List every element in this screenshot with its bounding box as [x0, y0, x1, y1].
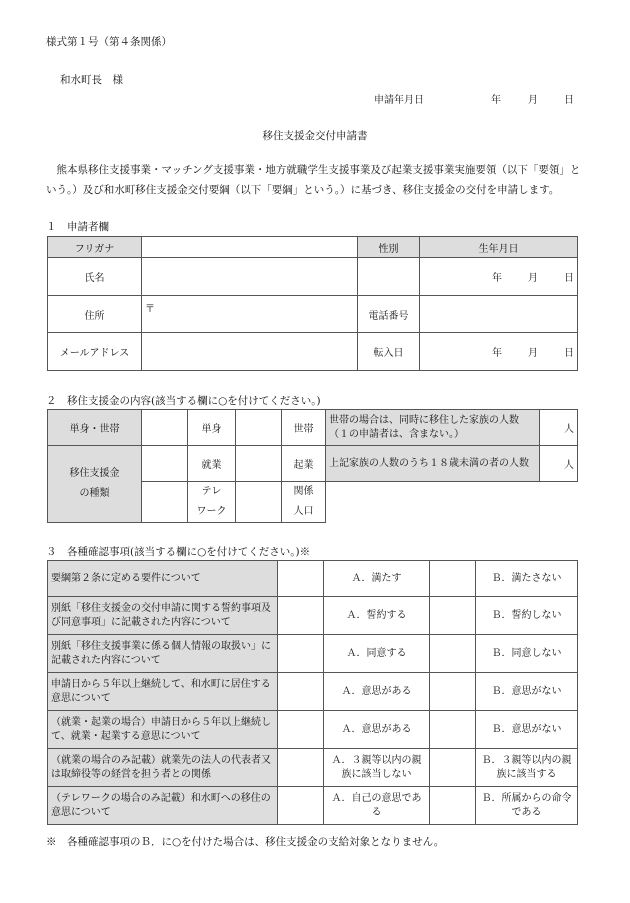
related-population-label — [282, 482, 326, 523]
confirmation-table — [47, 560, 578, 825]
option-b-label: Ｂ．同意しない — [476, 635, 578, 673]
single-check[interactable] — [236, 410, 282, 446]
email-label: メールアドレス — [48, 333, 142, 371]
address-label: 住所 — [48, 296, 142, 333]
application-date-label: 申請年月日 — [374, 95, 424, 106]
confirmation-row — [48, 673, 578, 711]
option-a-label: Ａ．満たす — [324, 561, 430, 597]
furigana-label: フリガナ — [48, 237, 142, 258]
section2-heading: ２ 移住支援金の内容(該当する欄に○を付けてください。) — [46, 395, 321, 407]
option-a-check[interactable] — [278, 673, 324, 711]
option-b-label: Ｂ．意思がない — [476, 711, 578, 749]
footnote: ※ 各種確認事項のＢ．に○を付けた場合は、移住支援金の支給対象となりません。 — [46, 836, 445, 848]
option-b-label: Ｂ．誓約しない — [476, 597, 578, 635]
confirmation-item: 申請日から５年以上継続して、和水町に居住する意思について — [48, 673, 278, 711]
birthdate-year: 年 — [492, 273, 502, 284]
option-b-check[interactable] — [430, 787, 476, 825]
empty-cell — [540, 482, 578, 523]
form-number: 様式第１号（第４条関係） — [46, 36, 172, 48]
under18-count-unit[interactable]: 人 — [540, 446, 578, 482]
option-b-check[interactable] — [430, 749, 476, 787]
household-note: 世帯の場合は、同時に移住した家族の人数（１の申請者は、含まない。） — [326, 410, 540, 446]
option-a-label: Ａ．自己の意思である — [324, 787, 430, 825]
option-a-check[interactable] — [278, 749, 324, 787]
option-b-check[interactable] — [430, 635, 476, 673]
confirmation-item: 別紙「移住支援金の交付申請に関する誓約事項及び同意事項」に記載された内容について — [48, 597, 278, 635]
address-field[interactable] — [142, 296, 358, 333]
application-date-day: 日 — [564, 95, 574, 106]
under18-note: 上記家族の人数のうち１８歳未満の者の人数 — [326, 446, 540, 482]
name-label: 氏名 — [48, 258, 142, 296]
telework-check[interactable] — [236, 482, 282, 523]
confirmation-row — [48, 561, 578, 597]
confirmation-item: 要綱第２条に定める要件について — [48, 561, 278, 597]
telework-label-line2: ワーク — [196, 506, 227, 517]
confirmation-row — [48, 711, 578, 749]
option-a-check[interactable] — [278, 787, 324, 825]
single-label: 単身 — [188, 410, 236, 446]
confirmation-row — [48, 787, 578, 825]
phone-label: 電話番号 — [358, 296, 420, 333]
option-b-check[interactable] — [430, 711, 476, 749]
move-in-day: 日 — [564, 348, 574, 359]
birthdate-label: 生年月日 — [420, 237, 578, 258]
move-in-month: 月 — [528, 348, 538, 359]
subsidy-content-table — [47, 409, 578, 523]
application-date-month: 月 — [528, 95, 538, 106]
option-a-label: Ａ．３親等以内の親族に該当しない — [324, 749, 430, 787]
type-check-1[interactable] — [142, 446, 188, 482]
option-b-label: Ｂ．意思がない — [476, 673, 578, 711]
household-count-unit[interactable]: 人 — [540, 410, 578, 446]
phone-field[interactable] — [420, 296, 578, 333]
move-in-date-field[interactable] — [420, 333, 578, 371]
confirmation-row — [48, 635, 578, 673]
confirmation-item: 別紙「移住支援事業に係る個人情報の取扱い」に記載された内容について — [48, 635, 278, 673]
option-a-label: Ａ．意思がある — [324, 673, 430, 711]
empty-cell — [326, 482, 540, 523]
option-b-check[interactable] — [430, 673, 476, 711]
section1-heading: １ 申請者欄 — [46, 221, 109, 233]
option-b-check[interactable] — [430, 597, 476, 635]
related-label-line2: 人口 — [293, 506, 314, 517]
telework-label — [188, 482, 236, 523]
option-b-check[interactable] — [430, 561, 476, 597]
confirmation-item: （就業の場合のみ記載）就業先の法人の代表者又は取締役等の経営を担う者との関係 — [48, 749, 278, 787]
furigana-field[interactable] — [142, 237, 358, 258]
move-in-year: 年 — [492, 348, 502, 359]
option-a-label: Ａ．意思がある — [324, 711, 430, 749]
birthdate-day: 日 — [564, 273, 574, 284]
household-label: 世帯 — [282, 410, 326, 446]
birthdate-month: 月 — [528, 273, 538, 284]
intro-paragraph: 熊本県移住支援事業・マッチング支援事業・地方就職学生支援事業及び起業支援事業実施要領（以下「要領」という。）及び和水町移住支援金交付要綱（以下「要綱」という。）に基づき、移住支援金の交付を申請します。 — [46, 164, 581, 196]
related-label-line1: 関係 — [293, 486, 314, 497]
gender-label: 性別 — [358, 237, 420, 258]
confirmation-item: （テレワークの場合のみ記載）和水町への移住の意思について — [48, 787, 278, 825]
option-a-check[interactable] — [278, 635, 324, 673]
option-a-label: Ａ．同意する — [324, 635, 430, 673]
gender-field[interactable] — [358, 258, 420, 296]
confirmation-row — [48, 749, 578, 787]
option-a-check[interactable] — [278, 597, 324, 635]
birthdate-field[interactable] — [420, 258, 578, 296]
option-a-check[interactable] — [278, 561, 324, 597]
subsidy-type-label-line2: の種類 — [79, 488, 110, 499]
subsidy-type-label — [48, 446, 142, 523]
addressee: 和水町長 様 — [60, 74, 123, 86]
section3-heading: ３ 各種確認事項(該当する欄に○を付けてください。)※ — [46, 546, 311, 558]
name-field[interactable] — [142, 258, 358, 296]
confirmation-item: （就業・起業の場合）申請日から５年以上継続して、就業・起業する意思について — [48, 711, 278, 749]
move-in-date-label: 転入日 — [358, 333, 420, 371]
subsidy-type-label-line1: 移住支援金 — [69, 468, 120, 479]
document-title: 移住支援金交付申請書 — [262, 130, 368, 142]
applicant-table — [47, 236, 578, 371]
email-field[interactable] — [142, 333, 358, 371]
startup-label: 起業 — [282, 446, 326, 482]
employment-check[interactable] — [236, 446, 282, 482]
employment-label: 就業 — [188, 446, 236, 482]
telework-label-line1: テレ — [201, 486, 222, 497]
option-a-label: Ａ．誓約する — [324, 597, 430, 635]
option-b-label: Ｂ．満たさない — [476, 561, 578, 597]
option-b-label: Ｂ．所属からの命令である — [476, 787, 578, 825]
option-b-label: Ｂ．３親等以内の親族に該当する — [476, 749, 578, 787]
single-household-check-1[interactable] — [142, 410, 188, 446]
confirmation-row — [48, 597, 578, 635]
option-a-check[interactable] — [278, 711, 324, 749]
postal-mark: 〒 — [145, 304, 155, 315]
type-check-2[interactable] — [142, 482, 188, 523]
application-date-year: 年 — [491, 95, 501, 106]
single-household-label: 単身・世帯 — [48, 410, 142, 446]
